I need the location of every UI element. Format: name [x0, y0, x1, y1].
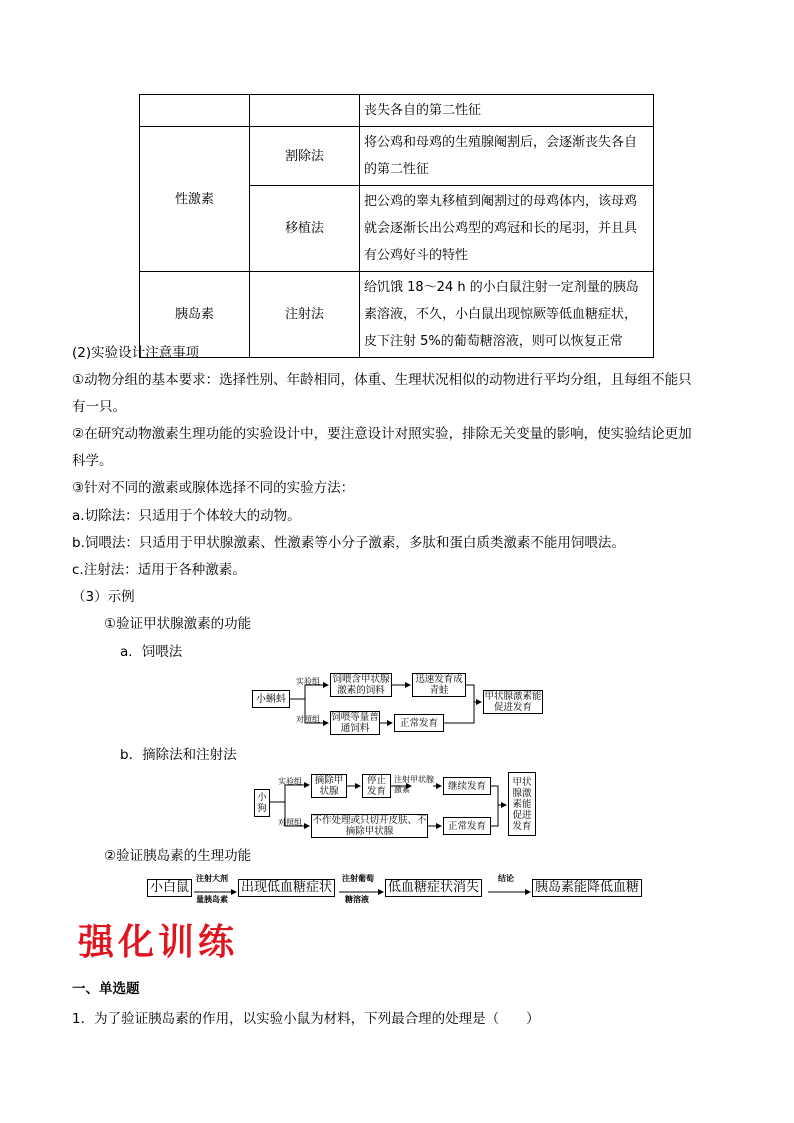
note-paragraph: ③针对不同的激素或腺体选择不同的实验方法： [72, 480, 355, 496]
notes-title: (2)实验设计注意事项 [72, 345, 200, 361]
diagram2-exp-label: 实验组 [278, 777, 302, 786]
training-heading: 强化训练 [78, 921, 239, 963]
section-title: 一、单选题 [72, 981, 140, 997]
example-heading: ①验证甲状腺激素的功能 [104, 616, 252, 632]
diagram3-box3: 低血糖症状消失 [385, 879, 482, 897]
table-cell: 把公鸡的睾丸移植到阉割过的母鸡体内，该母鸡就会逐渐长出公鸡型的鸡冠和长的尾羽，并且具有公鸡好斗的特性 [360, 186, 654, 272]
diagram3-start-box: 小白鼠 [147, 879, 192, 897]
table-cell: 给饥饿 18～24 h 的小白鼠注射一定剂量的胰岛素溶液，不久，小白鼠出现惊厥等低血糖症状，皮下注射 5%的葡萄糖溶液，则可以恢复正常 [360, 272, 654, 358]
example-subheading: a．饲喂法 [120, 644, 183, 660]
note-item: a.切除法：只适用于个体较大的动物。 [72, 508, 301, 524]
diagram3-arrow1-bottom: 量胰岛素 [196, 895, 228, 904]
note-paragraph: ②在研究动物激素生理功能的实验设计中，要注意设计对照实验，排除无关变量的影响，使实验结论更加 [72, 426, 692, 442]
diagram1-ctrl-label: 对照组 [296, 715, 320, 724]
note-item: b.饲喂法：只适用于甲状腺激素、性激素等小分子激素，多肽和蛋白质类激素不能用饲喂法。 [72, 535, 625, 551]
diagram2-start-box: 小狗 [254, 789, 270, 817]
diagram3-arrow1-top: 注射大剂 [196, 874, 228, 883]
note-paragraph: 科学。 [72, 453, 113, 469]
table-cell: 注射法 [250, 272, 360, 358]
table-cell: 割除法 [250, 127, 360, 186]
diagram2-exp-result: 继续发育 [443, 777, 491, 795]
diagram1-conclusion: 甲状腺激素能促进发育 [484, 691, 542, 713]
diagram2-exp-box2: 停止发育 [362, 774, 391, 798]
example-heading: ②验证胰岛素的生理功能 [104, 848, 252, 864]
diagram2-exp-box1: 摘除甲状腺 [311, 774, 347, 798]
diagram3-box2: 出现低血糖症状 [238, 879, 335, 897]
table-cell: 胰岛素 [140, 272, 250, 358]
examples-title: （3）示例 [72, 589, 135, 605]
diagram1-exp-box: 饲喂含甲状腺激素的饲料 [330, 673, 392, 697]
note-item: c.注射法：适用于各种激素。 [72, 562, 246, 578]
diagram2-inject-label: 注射甲状腺激素 [394, 775, 434, 794]
diagram3-arrow2-bottom: 糖溶液 [345, 895, 369, 904]
diagram3-arrow3-top: 结论 [498, 874, 514, 883]
example-subheading: b．摘除法和注射法 [120, 747, 237, 763]
diagram3-arrow2-top: 注射葡萄 [342, 874, 374, 883]
diagram1-start-box: 小蝌蚪 [252, 690, 290, 708]
note-paragraph: 有一只。 [72, 399, 126, 415]
table-cell: 丧失各自的第二性征 [360, 95, 654, 127]
diagram3-box4: 胰岛素能降低血糖 [532, 879, 642, 897]
diagram1-exp-label: 实验组 [296, 677, 320, 686]
diagram2-ctrl-result: 正常发育 [443, 817, 491, 835]
question-1: 1．为了验证胰岛素的作用，以实验小鼠为材料，下列最合理的处理是（ ） [72, 1011, 540, 1027]
table-cell: 将公鸡和母鸡的生殖腺阉割后，会逐渐丧失各自的第二性征 [360, 127, 654, 186]
table-cell: 性激素 [140, 127, 250, 272]
table-cell: 移植法 [250, 186, 360, 272]
note-paragraph: ①动物分组的基本要求：选择性别、年龄相同，体重、生理状况相似的动物进行平均分组，且每组不能只 [72, 372, 692, 388]
diagram2-ctrl-box: 不作处理或只切开皮肤、不摘除甲状腺 [312, 815, 427, 837]
diagram1-exp-result: 迅速发育成青蛙 [412, 673, 466, 697]
diagram2-conclusion: 甲状腺激素能促进发育 [508, 772, 536, 836]
diagram1-ctrl-box: 饲喂等量普通饲料 [331, 712, 379, 734]
diagram1-ctrl-result: 正常发育 [394, 714, 444, 732]
diagram2-ctrl-label: 对照组 [278, 818, 302, 827]
